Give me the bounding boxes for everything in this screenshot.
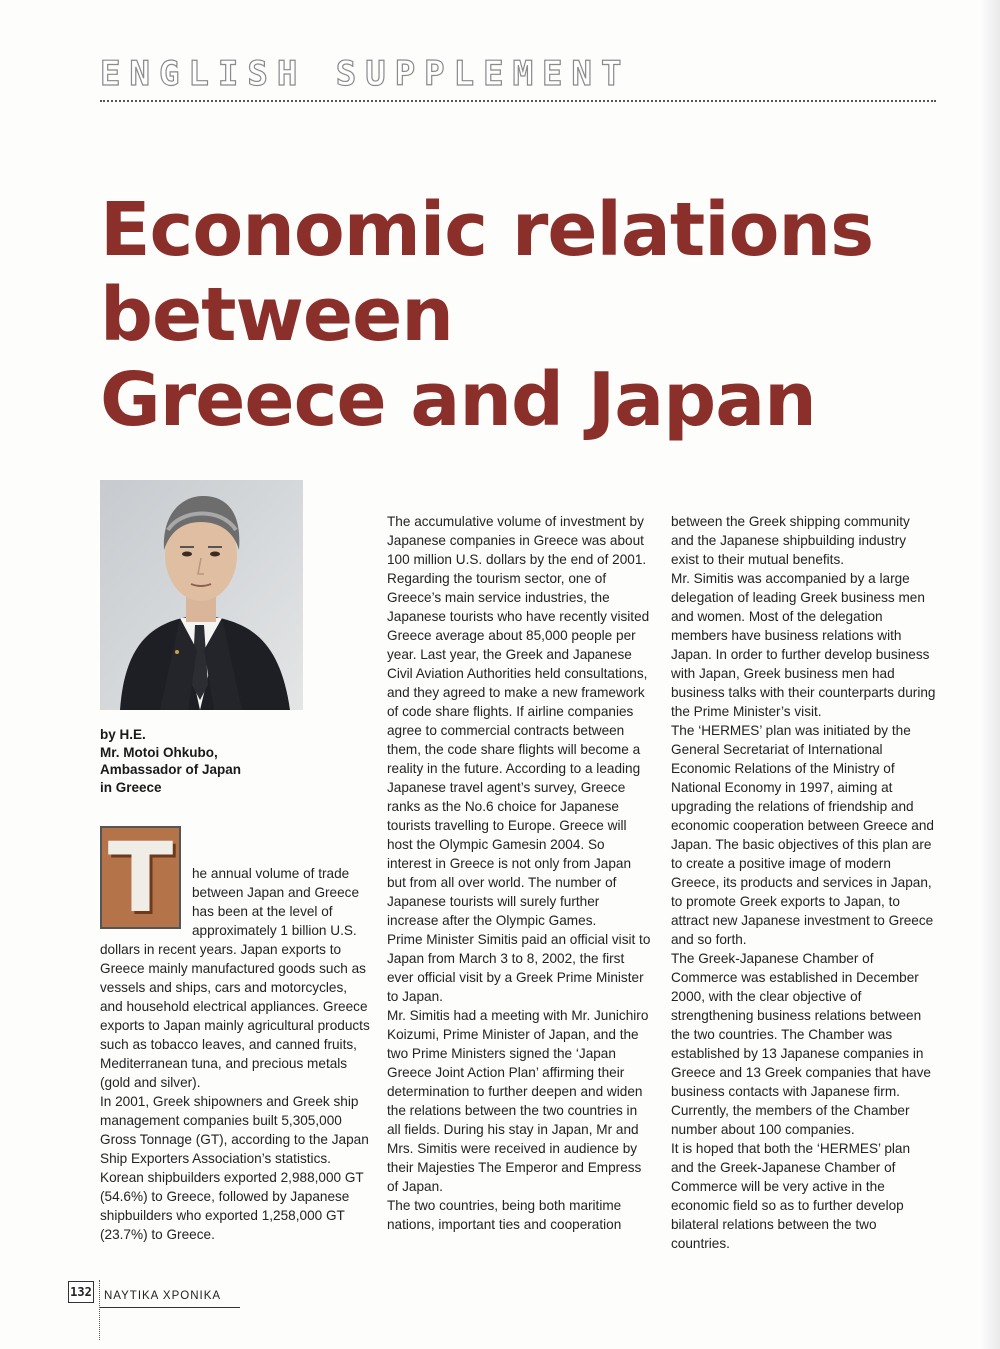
magazine-name: ΝΑΥΤΙΚΑ ΧΡΟΝΙΚΑ [104,1290,222,1302]
ambassador-portrait-photo [100,480,303,710]
footer-dotted-vertical-rule [99,1280,100,1340]
headline-line-3: Greece and Japan [100,357,816,443]
column-3-paragraph-4: The Greek-Japanese Chamber of Commerce was established in December 2000, with the clear objective of strengthening business relations between the two countries. The Chamber was established by 13 Japanese companies in Greece and 13 Greek companies that have business contacts with Japanese firm. Currently, the members of the Chamber number about 100 companies. [671,951,931,1137]
headline-line-1: Economic relations [100,187,874,273]
byline-line-4: in Greece [100,779,162,795]
column-2 [387,512,652,1234]
author-byline [100,726,360,796]
column-3-paragraph-3: The ‘HERMES’ plan was initiated by the General Secretariat of International Economic Relations of the Ministry of National Economy in 1997, aiming at upgrading the relations of friendship and economic cooperation between Greece and Japan. The basic objectives of this plan are to create a positive image of modern Greece, its products and services in Japan, to promote Greek exports to Japan, to attract new Japanese investment to Greece and so forth. [671,723,934,947]
column-2-paragraph-3: Prime Minister Simitis paid an official visit to Japan from March 3 to 8, 2002, the first ever official visit by a Greek Prime Minister to Japan. [387,932,651,1004]
column-1-intro [192,864,362,940]
column-2-paragraph-4: Mr. Simitis had a meeting with Mr. Junichiro Koizumi, Prime Minister of Japan, and the two Prime Ministers signed the ‘Japan Greece Joint Action Plan’ affirming their determination to further deepen and widen the relations between the two countries in all fields. During his stay in Japan, Mr and Mrs. Simitis were received in audience by their Majesties The Emperor and Empress of Japan. [387,1008,649,1194]
page-edge-shadow [978,0,1000,1349]
article-headline [100,188,960,443]
column-2-paragraph-1: The accumulative volume of investment by Japanese companies in Greece was about 100 million U.S. dollars by the end of 2001. [387,514,647,567]
column-1-intro-text: he annual volume of trade between Japan and Greece has been at the level of approximately 1 billion U.S. [192,866,360,938]
column-3-paragraph-5: It is hoped that both the ‘HERMES’ plan and the Greek-Japanese Chamber of Commerce will be very active in the economic field so as to further develop bilateral relations between the two countries. [671,1141,911,1251]
footer-rule [100,1307,240,1308]
column-1-paragraph-2: In 2001, Greek shipowners and Greek ship management companies built 5,305,000 Gross Tonnage (GT), according to the Japan Ship Exporters Association’s statistics. Korean shipbuilders exported 2,988,000 GT (54.6%) to Greece, followed by Japanese shipbuilders who exported 1,258,000 GT (23.7%) to Greece. [100,1094,369,1242]
headline-line-2: between [100,272,453,358]
page-number: 132 [68,1281,94,1303]
column-2-paragraph-5: The two countries, being both maritime nations, important ties and cooperation [387,1198,622,1232]
column-3-paragraph-2: Mr. Simitis was accompanied by a large delegation of leading Greek business men and women. Most of the delegation members have business relations with Japan. In order to further develop business with Japan, Greek business men had business talks with their counterparts during the Prime Minister’s visit. [671,571,936,719]
column-1 [100,940,370,1244]
byline-line-3: Ambassador of Japan [100,762,242,777]
byline-line-1: by H.E. [100,727,146,742]
column-3 [671,512,936,1253]
drop-cap-box [100,821,181,934]
column-1-paragraph-1: dollars in recent years. Japan exports to Greece mainly manufactured goods such as vessels and ships, cars and motorcycles, and household electrical appliances. Greece exports to Japan mainly agricultural products such as tobacco leaves, and canned fruits, Mediterranean tuna, and precious metals (gold and silver). [100,942,370,1090]
column-3-paragraph-1: between the Greek shipping community and the Japanese shipbuilding industry exist to their mutual benefits. [671,514,910,567]
portrait-illustration [100,480,303,710]
section-header: ENGLISH SUPPLEMENT [100,54,631,94]
header-dotted-rule [100,100,936,102]
byline-line-2: Mr. Motoi Ohkubo, [100,744,218,760]
column-2-paragraph-2: Regarding the tourism sector, one of Greece’s main service industries, the Japanese tourists who have recently visited Greece average about 85,000 people per year. Last year, the Greek and Japanese Civil Aviation Authorities held consultations, and they agreed to make a new framework of code share flights. If airline companies agree to commercial contracts between them, the code share flights will become a reality in the future. According to a leading Japanese travel agent’s survey, Greece ranks as the No.6 choice for Japanese tourists travelling to Europe. Greece will host the Olympic Gamesin 2004. So interest in Greece is not only from Japan but from all over world. The number of Japanese tourists will surely further increase after the Olympic Games. [387,571,650,928]
drop-cap-letter: T [102,828,179,927]
